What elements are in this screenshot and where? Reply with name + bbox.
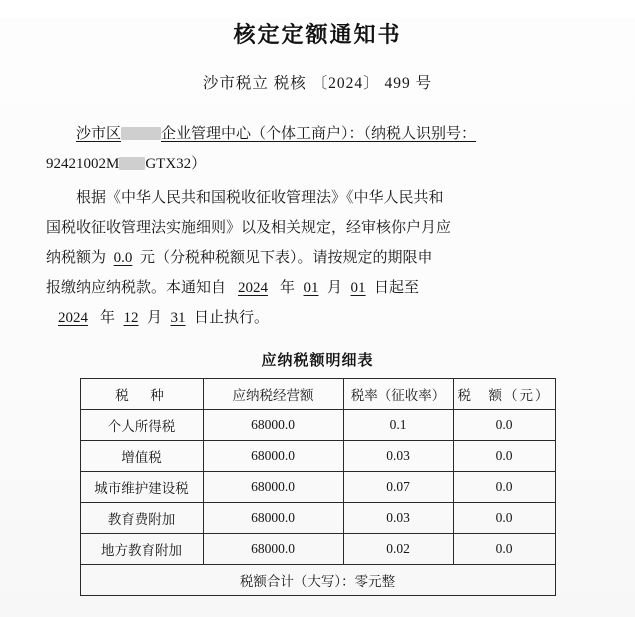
table-total-row xyxy=(80,565,555,596)
start-month-label: 月 xyxy=(327,280,343,296)
cell-tax-type: 地方教育附加 xyxy=(80,534,203,565)
cell-tax: 0.0 xyxy=(453,503,555,534)
cell-rate: 0.03 xyxy=(343,503,453,534)
paragraph-text-1: 根据《中华人民共和国税收征收管理法》《中华人民共和 xyxy=(76,190,444,206)
end-year-label: 年 xyxy=(100,310,116,326)
table-row xyxy=(80,472,555,503)
table-row xyxy=(80,534,555,565)
paragraph-text-3b: 元（分税种税额见下表）。请按规定的期限申 xyxy=(140,250,433,266)
cell-tax-type: 教育费附加 xyxy=(80,503,203,534)
monthly-tax-amount: 0.0 xyxy=(113,250,133,266)
table-header xyxy=(80,379,555,410)
cell-tax: 0.0 xyxy=(453,534,555,565)
table-header-row xyxy=(80,379,555,410)
redaction-block xyxy=(119,157,145,170)
table-caption: 应纳税额明细表 xyxy=(261,353,374,369)
redaction-block xyxy=(121,127,161,140)
cell-amount: 68000.0 xyxy=(203,472,343,503)
table-row xyxy=(80,441,555,472)
recipient-line xyxy=(46,119,589,149)
cell-rate: 0.03 xyxy=(343,441,453,472)
cell-amount: 68000.0 xyxy=(203,534,343,565)
paragraph-line-3 xyxy=(46,243,589,273)
cell-tax: 0.0 xyxy=(453,410,555,441)
table-body xyxy=(80,410,555,596)
paragraph-line-1 xyxy=(46,183,589,213)
end-day: 31 xyxy=(170,310,186,326)
start-year-label: 年 xyxy=(280,280,296,296)
notice-paragraph xyxy=(46,183,589,333)
start-day-label: 日起至 xyxy=(374,280,420,296)
end-month-label: 月 xyxy=(147,310,163,326)
paragraph-text-2: 国税收征收管理法实施细则》以及相关规定，经审核你户月应 xyxy=(46,220,452,236)
cell-rate: 0.1 xyxy=(343,410,453,441)
paragraph-line-5 xyxy=(46,303,589,333)
cell-tax: 0.0 xyxy=(453,472,555,503)
recipient-prefix: 沙市区 xyxy=(76,126,122,142)
cell-tax-type: 增值税 xyxy=(80,441,203,472)
cell-rate: 0.02 xyxy=(343,534,453,565)
cell-tax-type: 城市维护建设税 xyxy=(80,472,203,503)
document-body xyxy=(46,119,589,333)
table-row xyxy=(80,503,555,534)
paragraph-text-4a: 报缴纳应纳税款。本通知自 xyxy=(46,280,227,296)
cell-tax: 0.0 xyxy=(453,441,555,472)
tax-detail-table xyxy=(80,378,556,596)
end-year: 2024 xyxy=(58,310,88,326)
taxpayer-id-line xyxy=(46,149,589,179)
table-row xyxy=(80,410,555,441)
document-number: 沙市税立 税核 〔2024〕 499 号 xyxy=(202,75,433,92)
paragraph-text-3a: 纳税额为 xyxy=(46,250,107,266)
recipient-suffix: 企业管理中心（个体工商户）：（纳税人识别号： xyxy=(161,126,477,142)
cell-total-label: 税额合计（大写）：零元整 xyxy=(80,565,555,596)
header-tax-sum: 税 额（元） xyxy=(453,379,555,410)
document-page xyxy=(0,18,635,617)
header-tax-rate: 税率（征收率） xyxy=(343,379,453,410)
cell-tax-type: 个人所得税 xyxy=(80,410,203,441)
taxpayer-id-head: 92421002M xyxy=(46,156,120,172)
paragraph-line-4 xyxy=(46,273,589,303)
cell-rate: 0.07 xyxy=(343,472,453,503)
end-month: 12 xyxy=(123,310,139,326)
taxpayer-id-tail: GTX32） xyxy=(145,156,207,172)
paragraph-line-2 xyxy=(46,213,589,243)
cell-amount: 68000.0 xyxy=(203,503,343,534)
header-tax-type: 税 种 xyxy=(80,379,203,410)
cell-amount: 68000.0 xyxy=(203,410,343,441)
start-day: 01 xyxy=(350,280,366,296)
end-day-label: 日止执行。 xyxy=(194,310,270,326)
cell-amount: 68000.0 xyxy=(203,441,343,472)
page-title: 核定定额通知书 xyxy=(233,22,402,47)
start-year: 2024 xyxy=(238,280,269,296)
header-taxable-amount: 应纳税经营额 xyxy=(203,379,343,410)
start-month: 01 xyxy=(303,280,319,296)
